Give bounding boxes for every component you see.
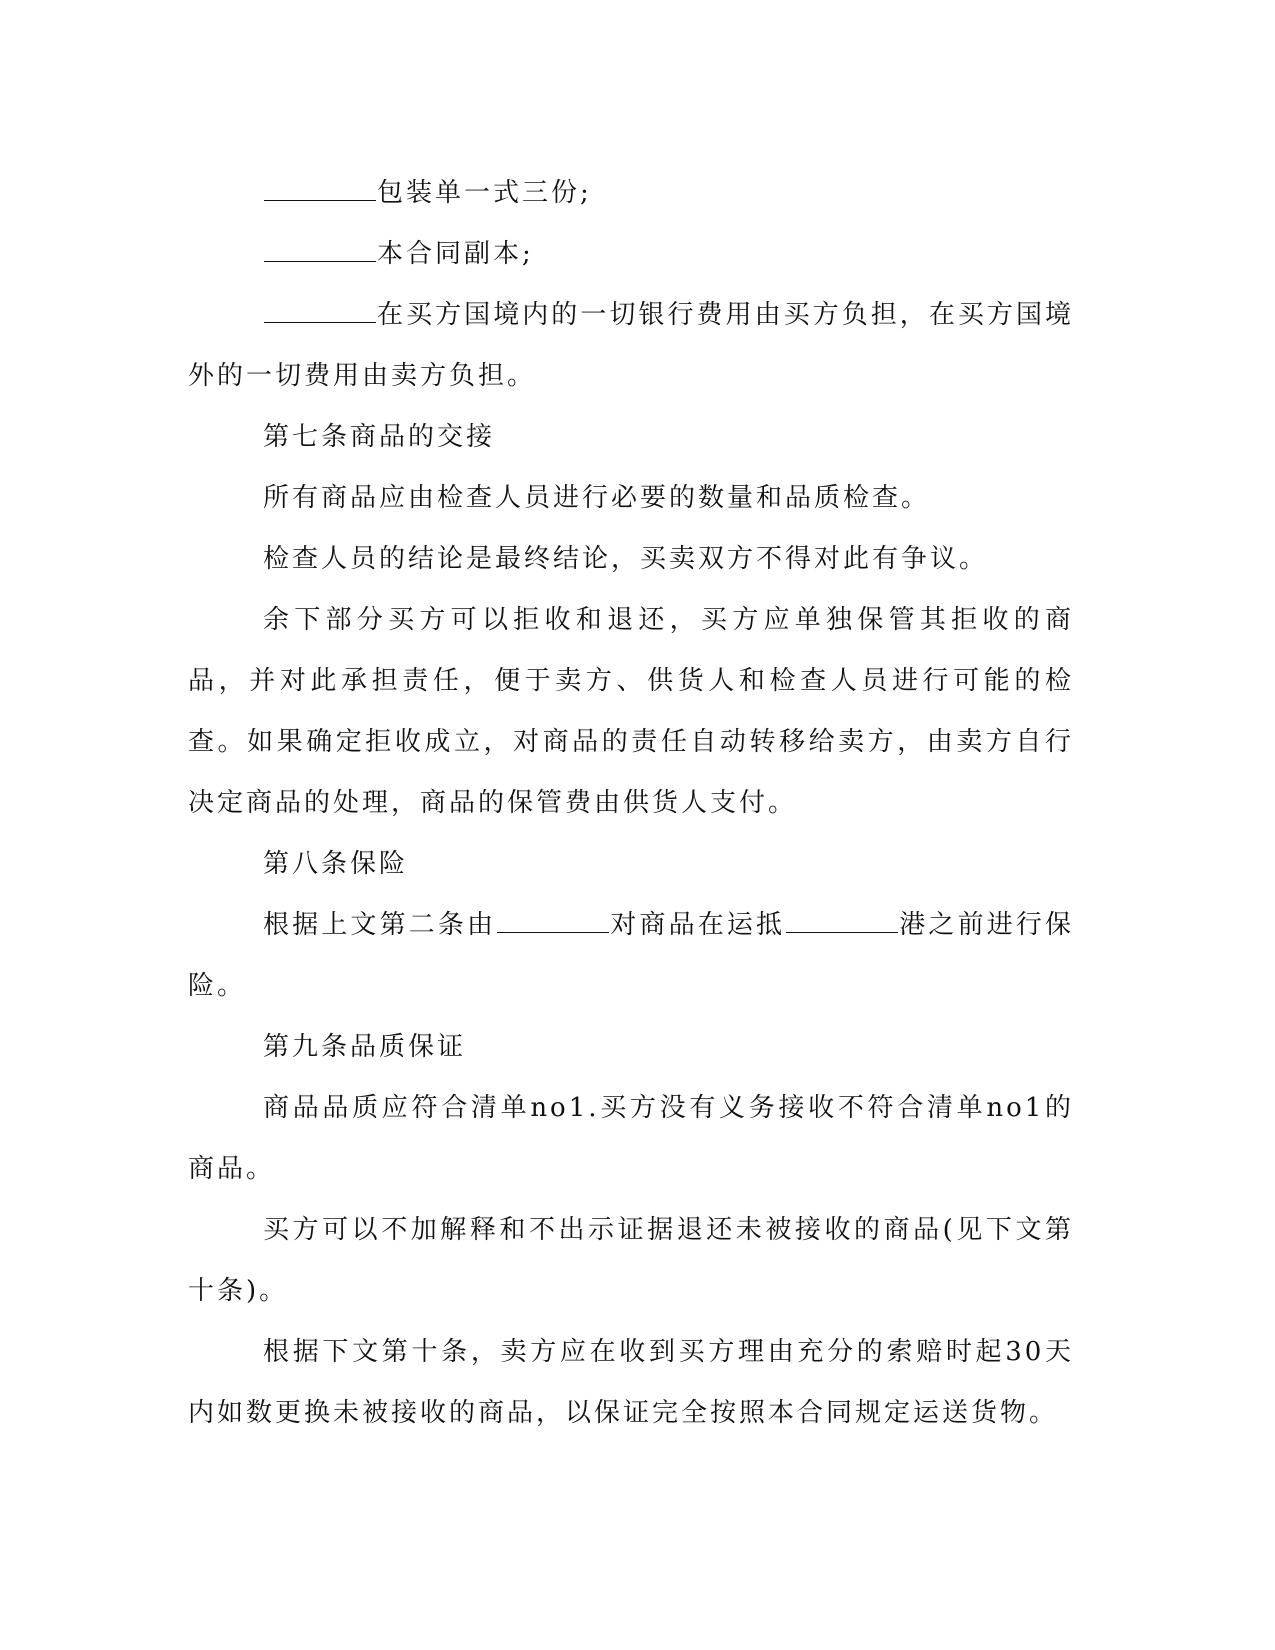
paragraph-rejection: 余下部分买方可以拒收和退还，买方应单独保管其拒收的商品，并对此承担责任，便于卖方、供货人和检查人员进行可能的检查。如果确定拒收成立，对商品的责任自动转移给卖方，由卖方自行决定商品的处理，商品的保管费由供货人支付。 bbox=[188, 605, 1074, 818]
paragraph-bank-fees bbox=[188, 285, 1074, 407]
section-heading-article-8: 第八条保险 bbox=[263, 849, 409, 879]
paragraph-text: 包装单一式三份; bbox=[377, 178, 592, 208]
paragraph-inspection: 所有商品应由检查人员进行必要的数量和品质检查。 bbox=[263, 483, 931, 513]
document-body bbox=[188, 163, 1074, 1444]
paragraph-text: 本合同副本; bbox=[377, 239, 534, 269]
fill-in-blank[interactable] bbox=[497, 910, 609, 933]
paragraph-text: 根据上文第二条由 bbox=[263, 910, 497, 940]
paragraph-packing-list bbox=[188, 163, 1074, 224]
paragraph-insurance bbox=[188, 895, 1074, 1017]
fill-in-blank[interactable] bbox=[264, 239, 376, 262]
paragraph-text: 港之前进行保险。 bbox=[188, 910, 1074, 1001]
paragraph-quality-list: 商品品质应符合清单no1.买方没有义务接收不符合清单no1的商品。 bbox=[188, 1093, 1074, 1184]
paragraph-contract-copy bbox=[188, 224, 1074, 285]
paragraph-replacement: 根据下文第十条，卖方应在收到买方理由充分的索赔时起30天内如数更换未被接收的商品，以保证完全按照本合同规定运送货物。 bbox=[188, 1337, 1074, 1428]
paragraph-text: 对商品在运抵 bbox=[610, 910, 786, 940]
section-heading-article-7: 第七条商品的交接 bbox=[263, 422, 496, 452]
fill-in-blank[interactable] bbox=[264, 178, 376, 201]
paragraph-inspection-conclusion: 检查人员的结论是最终结论，买卖双方不得对此有争议。 bbox=[263, 544, 989, 574]
paragraph-return-goods: 买方可以不加解释和不出示证据退还未被接收的商品(见下文第十条)。 bbox=[188, 1215, 1074, 1306]
fill-in-blank[interactable] bbox=[786, 910, 898, 933]
paragraph-text: 在买方国境内的一切银行费用由买方负担，在买方国境外的一切费用由卖方负担。 bbox=[188, 300, 1074, 391]
section-heading-article-9: 第九条品质保证 bbox=[263, 1032, 467, 1062]
fill-in-blank[interactable] bbox=[264, 300, 376, 323]
